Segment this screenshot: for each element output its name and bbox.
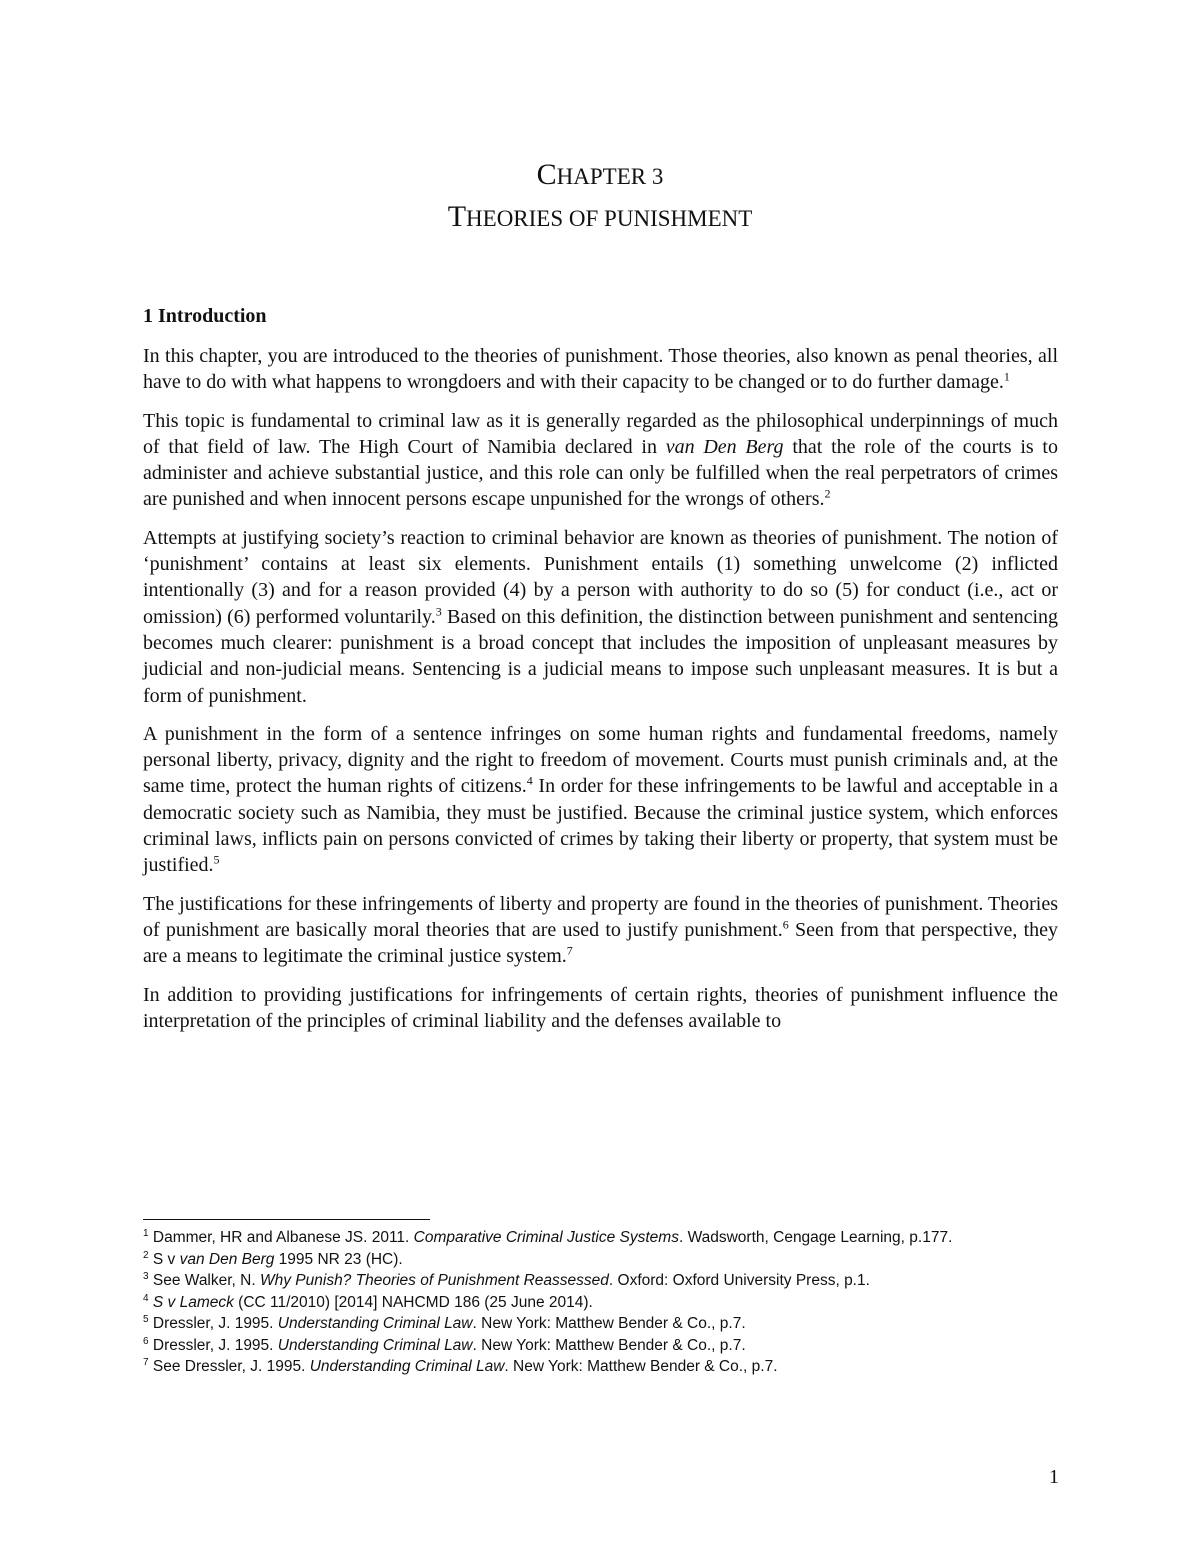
footnote-ref: 5 [213, 852, 220, 867]
paragraph-3: Attempts at justifying society’s reaction to criminal behavior are known as theories of punishment. The notion of ‘punishment’ contains at least six elements. Punishment entails (1) something unwelcome (2) inflicted intentionally (3) and for a reason provided (4) by a person with authority to do so (5) for conduct (i.e., act or omission) (6) performed voluntarily.$^3$ Based on this definition, the distinction between punishment and sentencing becomes much clearer: punishment is a broad concept that includes the imposition of unpleasant measures by judicial and non-judicial means. Sentencing is a judicial means to impose such unpleasant measures. It is but a form of punishment. [143, 526, 1059, 707]
footnote-ref: 7 [566, 943, 573, 958]
footnote-ref: 3 [435, 604, 442, 619]
body-text [143, 303, 1058, 1046]
footnote: $^2$ S v van Den Berg 1995 NR 23 (HC). [143, 1249, 403, 1268]
footnote-ref: 1 [1003, 369, 1010, 384]
footnote: $^1$ Dammer, HR and Albanese JS. 2011. Comparative Criminal Justice Systems. Wadsworth, Cengage Learning, p.177. [143, 1227, 953, 1246]
section-heading: 1 Introduction [143, 305, 267, 327]
paragraph-4: A punishment in the form of a sentence infringes on some human rights and fundamental freedoms, namely personal liberty, privacy, dignity and the right to freedom of movement. Courts must punish criminals and, at the same time, protect the human rights of citizens.$^4$ In order for these infringements to be lawful and acceptable in a democratic society such as Namibia, they must be justified. Because the criminal justice system, which enforces criminal laws, inflicts pain on persons convicted of crimes by taking their liberty or property, that system must be justified.$^5$ [143, 722, 1058, 877]
footnote: $^6$ Dressler, J. 1995. Understanding Criminal Law. New York: Matthew Bender & Co., p.7. [143, 1335, 746, 1354]
footnote-ref: 2 [824, 486, 831, 501]
footnote: $^4$ S v Lameck (CC 11/2010) [2014] NAHCMD 186 (25 June 2014). [143, 1292, 593, 1311]
paragraph-2: This topic is fundamental to criminal law as it is generally regarded as the philosophical underpinnings of much of that field of law. The High Court of Namibia declared in van Den Berg that the role of the courts is to administer and achieve substantial justice, and this role can only be fulfilled when the real perpetrators of crimes are punished and when innocent persons escape unpunished for the wrongs of others.$^2$ [143, 409, 1058, 511]
paragraph-6: In addition to providing justifications for infringements of certain rights, theories of punishment influence the interpretation of the principles of criminal liability and the defenses available to [143, 983, 1058, 1032]
footnote-ref: 4 [526, 773, 533, 788]
chapter-title: THEORIES OF PUNISHMENT [447, 200, 753, 233]
paragraph-5: The justifications for these infringements of liberty and property are found in the theories of punishment. Theories of punishment are basically moral theories that are used to justify punishment.$^6$ Seen from that perspective, they are a means to legitimate the criminal justice system.$^7$ [143, 892, 1059, 968]
page-number: 1 [1049, 1466, 1059, 1488]
footnotes [143, 1227, 1058, 1378]
footnote: $^3$ See Walker, N. Why Punish? Theories of Punishment Reassessed. Oxford: Oxford University Press, p.1. [143, 1270, 870, 1289]
case-name: van Den Berg [665, 435, 784, 458]
footnote-separator [143, 1219, 430, 1220]
footnote: $^5$ Dressler, J. 1995. Understanding Criminal Law. New York: Matthew Bender & Co., p.7. [143, 1313, 746, 1332]
paragraph-1: In this chapter, you are introduced to the theories of punishment. Those theories, also known as penal theories, all have to do with what happens to wrongdoers and with their capacity to be changed or to do further damage.$^1$ [143, 345, 1058, 394]
footnote-ref: 6 [782, 917, 789, 932]
chapter-number: CHAPTER 3 [536, 158, 664, 191]
footnote: $^7$ See Dressler, J. 1995. Understanding Criminal Law. New York: Matthew Bender & Co., p.7. [143, 1356, 778, 1375]
